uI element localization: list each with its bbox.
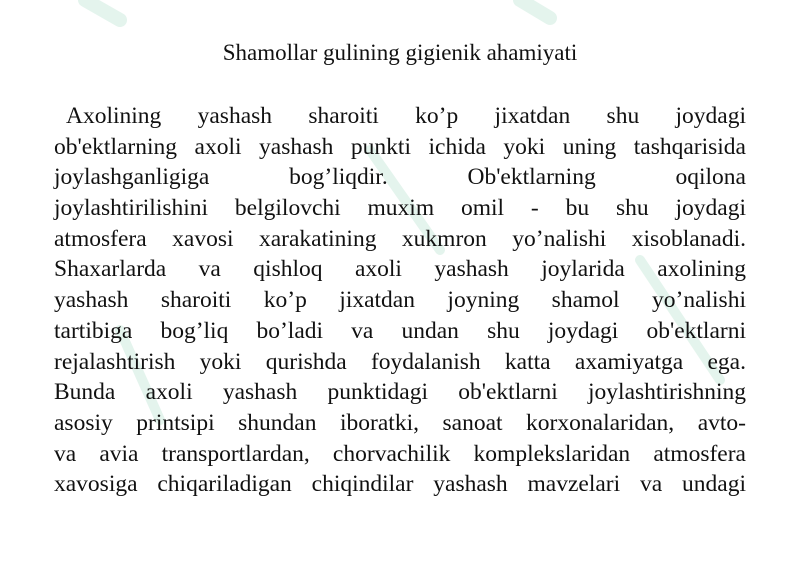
paragraph-line: joylashganligiga bog’liqdir. Ob'ektlarning oqilona	[54, 164, 746, 191]
paragraph-line: tartibiga bog’liq bo’ladi va undan shu joydagi ob'ektlarni	[54, 317, 746, 344]
paragraph-line: Shaxarlarda va qishloq axoli yashash joylarida axolining	[54, 256, 746, 283]
paragraph-line: xavosiga chiqariladigan chiqindilar yashash mavzelari va undagi	[54, 471, 746, 498]
paragraph-line: yashash sharoiti ko’p jixatdan joyning shamol yo’nalishi	[54, 287, 746, 314]
paragraph-line: atmosfera xavosi xarakatining xukmron yo’nalishi xisoblanadi.	[54, 225, 746, 252]
paragraph-line: joylashtirilishini belgilovchi muxim omil - bu shu joydagi	[54, 195, 746, 222]
paragraph-line: rejalashtirish yoki qurishda foydalanish katta axamiyatga ega.	[54, 348, 746, 375]
paragraph-line: Bunda axoli yashash punktidagi ob'ektlarni joylashtirishning	[54, 379, 746, 406]
paragraph-line: asosiy printsipi shundan iboratki, sanoat korxonalaridan, avto-	[54, 409, 746, 436]
paragraph-line: ob'ektlarning axoli yashash punkti ichida yoki uning tashqarisida	[54, 133, 746, 160]
paragraph-line: va avia transportlardan, chorvachilik komplekslaridan atmosfera	[54, 440, 746, 467]
paragraph-line: Axolining yashash sharoiti ko’p jixatdan shu joydagi	[66, 103, 746, 129]
body-paragraph	[54, 101, 746, 500]
page-title: Shamollar gulining gigienik ahamiyati	[222, 40, 578, 65]
